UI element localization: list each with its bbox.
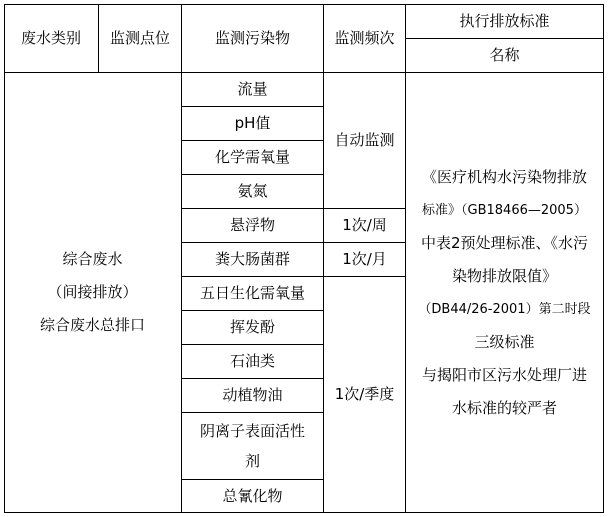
- pollutant-cell: 粪大肠菌群: [182, 243, 324, 277]
- pollutant-cell: 化学需氧量: [182, 141, 324, 175]
- pollutant-wrap-line-2: 剂: [244, 452, 260, 470]
- category-line-1: 综合废水: [62, 250, 123, 268]
- pollutant-wrap-line-1: 阴离子表面活性: [199, 422, 305, 440]
- pollutant-cell: 流量: [182, 73, 324, 107]
- emission-standards-table: [4, 4, 604, 513]
- category-line-2: （间接排放）: [47, 283, 138, 301]
- header-wastewater-type: 废水类别: [4, 4, 99, 73]
- standard-line: 《医疗机构水污染物排放: [421, 167, 587, 186]
- pollutant-cell: 悬浮物: [182, 209, 324, 243]
- standard-line: （DB44/26-2001）第二时段: [418, 301, 591, 317]
- pollutant-cell: pH值: [182, 107, 324, 141]
- header-monitoring-point: 监测点位: [99, 4, 182, 73]
- header-standard-name: 名称: [406, 39, 604, 73]
- pollutant-cell-wrapped: [182, 413, 324, 480]
- category-line-3: 综合废水总排口: [39, 316, 145, 334]
- standard-line: 标准》（GB18466—2005）: [422, 202, 587, 218]
- pollutant-cell: 氨氮: [182, 175, 324, 209]
- standard-line: 三级标准: [474, 332, 535, 351]
- pollutant-cell: 石油类: [182, 345, 324, 379]
- pollutant-cell: 挥发酚: [182, 311, 324, 345]
- standard-line: 中表2预处理标准、《水污: [420, 233, 589, 252]
- standard-line: 与揭阳市区污水处理厂进: [421, 365, 587, 384]
- standard-line: 染物排放限值》: [451, 266, 557, 285]
- frequency-auto: 自动监测: [324, 73, 406, 209]
- pollutant-cell: 总氰化物: [182, 480, 324, 513]
- frequency-weekly: 1次/周: [324, 209, 406, 243]
- header-standard: 执行排放标准: [406, 4, 604, 39]
- category-cell: [4, 73, 182, 513]
- standard-line: 水标准的较严者: [451, 398, 557, 417]
- frequency-quarterly: 1次/季度: [324, 277, 406, 513]
- header-frequency: 监测频次: [324, 4, 406, 73]
- frequency-monthly: 1次/月: [324, 243, 406, 277]
- header-pollutant: 监测污染物: [182, 4, 324, 73]
- pollutant-cell: 五日生化需氧量: [182, 277, 324, 311]
- pollutant-cell: 动植物油: [182, 379, 324, 413]
- standard-name-cell: [406, 73, 604, 513]
